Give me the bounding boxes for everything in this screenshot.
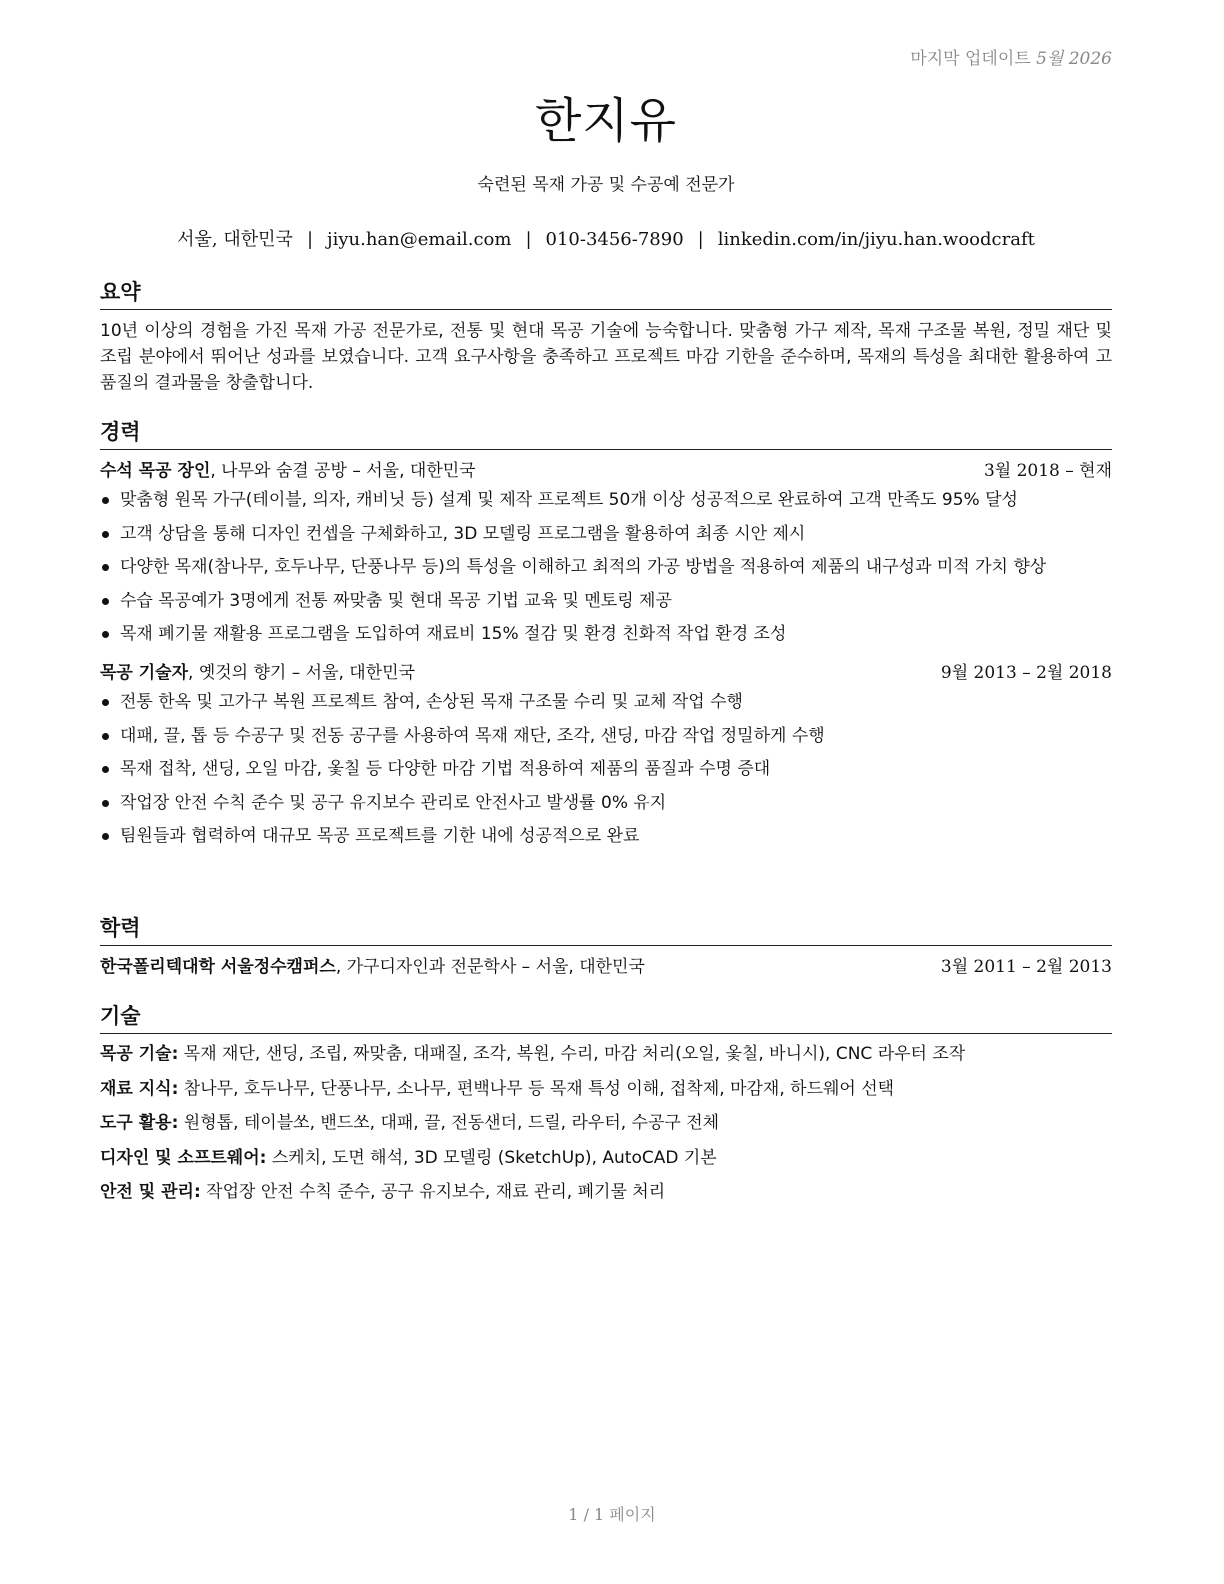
section-title-skills: 기술 [100,1000,1112,1034]
job-entry [100,458,1112,646]
job-bullet [100,488,1112,512]
section-title-education: 학력 [100,912,1112,946]
bullet-icon [102,800,109,807]
job-entry [100,660,1112,848]
job-bullet [100,589,1112,613]
job-dates: 3월 2018 – 현재 [983,461,1112,481]
job-bullet-text: 목재 폐기물 재활용 프로그램을 도입하여 재료비 15% 절감 및 환경 친화적 작업 환경 조성 [120,624,787,644]
contact-separator: | [525,229,532,250]
bullet-icon [102,833,109,840]
education-dates: 3월 2011 – 2월 2013 [940,957,1112,977]
experience-section [100,416,1112,858]
section-title-summary: 요약 [100,276,1112,310]
contact-linkedin[interactable]: linkedin.com/in/jiyu.han.woodcraft [717,229,1035,250]
job-bullet-text: 팀원들과 협력하여 대규모 목공 프로젝트를 기한 내에 성공적으로 완료 [120,826,640,846]
contact-separator: | [306,229,314,250]
skill-value: 작업장 안전 수칙 준수, 공구 유지보수, 재료 관리, 폐기물 처리 [200,1182,666,1202]
skill-label: 디자인 및 소프트웨어: [100,1147,267,1168]
last-updated [910,44,1112,69]
bullet-icon [102,631,109,638]
contact-email[interactable]: jiyu.han@email.com [327,229,512,250]
job-bullet-text: 목재 접착, 샌딩, 오일 마감, 옻칠 등 다양한 마감 기법 적용하여 제품의 품질과 수명 증대 [120,759,771,779]
skill-label: 도구 활용: [100,1113,179,1133]
skill-value: 스케치, 도면 해석, 3D 모델링 (SketchUp), AutoCAD 기본 [266,1147,717,1168]
job-role: 수석 목공 장인 [100,461,211,481]
job-role: 목공 기술자 [100,663,189,683]
job-bullet-text: 전통 한옥 및 고가구 복원 프로젝트 참여, 손상된 목재 구조물 수리 및 교체 작업 수행 [120,692,743,712]
skill-label: 안전 및 관리: [100,1182,201,1202]
contact-location: 서울, 대한민국 [177,229,293,250]
job-bullet [100,791,1112,815]
job-organization: , 옛것의 향기 – 서울, 대한민국 [188,663,415,683]
last-updated-date: 5월 2026 [1036,49,1112,69]
skill-value: 원형톱, 테이블쏘, 밴드쏘, 대패, 끌, 전동샌더, 드릴, 라우터, 수공구 전체 [178,1113,720,1133]
contact-separator: | [697,229,704,250]
skill-row [100,1146,1112,1170]
job-header [100,660,1112,686]
skill-value: 목재 재단, 샌딩, 조립, 짜맞춤, 대패질, 조각, 복원, 수리, 마감 처리(오일, 옻칠, 바니시), CNC 라우터 조작 [178,1044,966,1064]
skill-label: 목공 기술: [100,1044,179,1064]
job-bullet-text: 고객 상담을 통해 디자인 컨셉을 구체화하고, 3D 모델링 프로그램을 활용하여 최종 시안 제시 [120,523,806,544]
job-bullet-text: 작업장 안전 수칙 준수 및 공구 유지보수 관리로 안전사고 발생률 0% 유지 [120,792,667,813]
education-section [100,912,1112,980]
contact-line [100,225,1112,251]
candidate-name: 한지유 [534,93,678,149]
job-bullet-text: 다양한 목재(참나무, 호두나무, 단풍나무 등)의 특성을 이해하고 최적의 가공 방법을 적용하여 제품의 내구성과 미적 가치 향상 [120,557,1047,577]
skills-section [100,1000,1112,1215]
job-bullet-text: 수습 목공예가 3명에게 전통 짜맞춤 및 현대 목공 기법 교육 및 멘토링 제공 [120,590,672,611]
contact-phone: 010-3456-7890 [545,229,684,250]
job-bullets [100,690,1112,848]
bullet-icon [102,531,109,538]
skill-row [100,1042,1112,1066]
last-updated-label: 마지막 업데이트 [910,49,1031,69]
job-bullet [100,824,1112,848]
bullet-icon [102,699,109,706]
skill-label: 재료 지식: [100,1078,179,1099]
skill-row [100,1111,1112,1135]
skill-value: 참나무, 호두나무, 단풍나무, 소나무, 편백나무 등 목재 특성 이해, 접착제, 마감재, 하드웨어 선택 [178,1078,895,1099]
bullet-icon [102,564,109,571]
job-header [100,458,1112,484]
job-bullet [100,522,1112,546]
job-bullet [100,757,1112,781]
page-indicator: 1 / 1 페이지 [568,1505,656,1524]
job-dates: 9월 2013 – 2월 2018 [940,663,1112,683]
bullet-icon [102,497,109,504]
section-title-experience: 경력 [100,416,1112,450]
job-bullet [100,622,1112,646]
bullet-icon [102,766,109,773]
education-entry [100,954,1112,980]
summary-text: 10년 이상의 경험을 가진 목재 가공 전문가로, 전통 및 현대 목공 기술에 능숙합니다. 맞춤형 가구 제작, 목재 구조물 복원, 정밀 재단 및 조립 분야에서 뛰어난 성과를 보였습니다. 고객 요구사항을 충족하고 프로젝트 마감 기한을 준수하며, 목재의 특성을 최대한 활용하여 고품질의 결과물을 창출합니다. [100,321,1112,393]
summary-section [100,276,1112,396]
candidate-tagline: 숙련된 목재 가공 및 수공예 전문가 [477,175,735,195]
bullet-icon [102,598,109,605]
job-bullet [100,690,1112,714]
job-bullet [100,555,1112,579]
job-bullet [100,724,1112,748]
education-school: 한국폴리텍대학 서울정수캠퍼스 [100,957,336,977]
skill-row [100,1180,1112,1204]
education-detail: , 가구디자인과 전문학사 – 서울, 대한민국 [335,957,645,977]
skill-row [100,1077,1112,1101]
job-organization: , 나무와 숨결 공방 – 서울, 대한민국 [210,461,476,481]
job-bullets [100,488,1112,646]
job-bullet-text: 대패, 끌, 톱 등 수공구 및 전동 공구를 사용하여 목재 재단, 조각, 샌딩, 마감 작업 정밀하게 수행 [120,725,825,746]
job-bullet-text: 맞춤형 원목 가구(테이블, 의자, 캐비닛 등) 설계 및 제작 프로젝트 50개 이상 성공적으로 완료하여 고객 만족도 95% 달성 [120,490,1018,510]
bullet-icon [102,733,109,740]
